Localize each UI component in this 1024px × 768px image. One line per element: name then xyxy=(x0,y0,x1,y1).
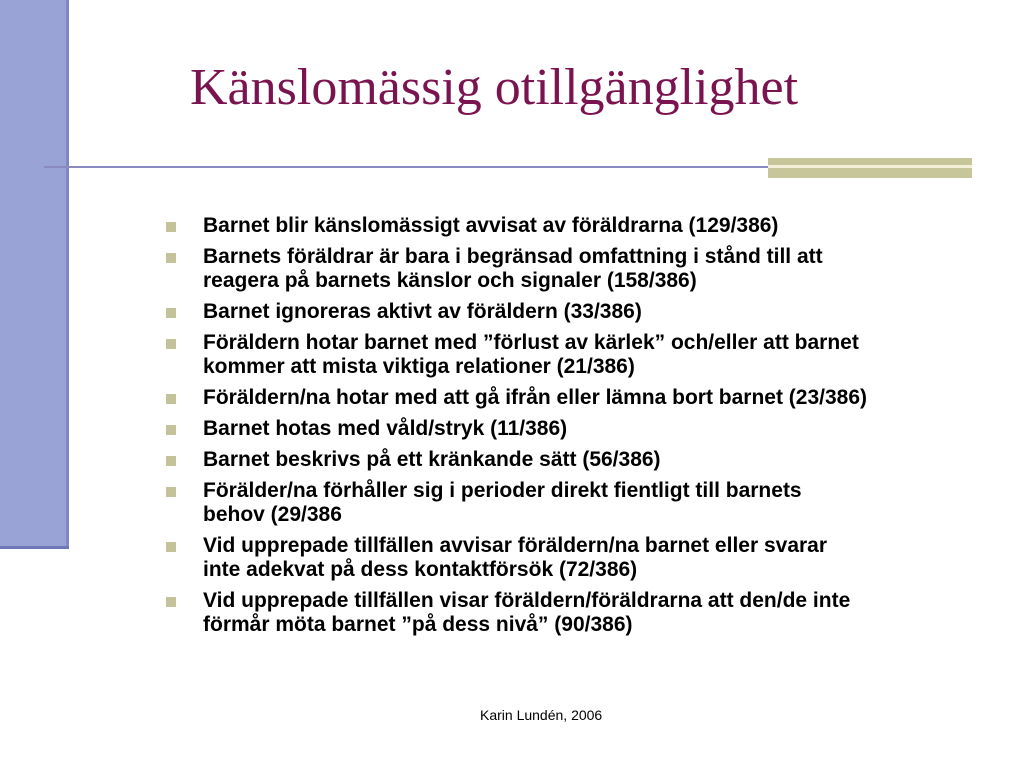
square-bullet-icon xyxy=(166,339,176,349)
bullet-item xyxy=(166,479,1016,527)
bullet-item xyxy=(166,245,1016,293)
bullet-item xyxy=(166,589,1016,637)
bullet-item xyxy=(166,214,1016,238)
bullet-text-line: Barnet hotas med våld/stryk (11/386) xyxy=(203,417,568,440)
bullet-text-line: kommer att mista viktiga relationer (21/386) xyxy=(203,355,635,378)
bullet-text-line: Barnet ignoreras aktivt av föräldern (33/386) xyxy=(203,300,642,323)
bullet-text-line: Barnet blir känslomässigt avvisat av föräldrarna (129/386) xyxy=(203,214,779,237)
bullet-list xyxy=(166,214,1016,644)
square-bullet-icon xyxy=(166,253,176,263)
bullet-text-line: Förälder/na förhåller sig i perioder direkt fientligt till barnets xyxy=(203,479,802,502)
bullet-text-line: Föräldern hotar barnet med ”förlust av kärlek” och/eller att barnet xyxy=(203,331,859,354)
left-decor-band-bottom xyxy=(0,546,69,549)
square-bullet-icon xyxy=(166,542,176,552)
bullet-text-line: förmår möta barnet ”på dess nivå” (90/386) xyxy=(203,613,633,636)
square-bullet-icon xyxy=(166,394,176,404)
square-bullet-icon xyxy=(166,487,176,497)
bullet-item xyxy=(166,417,1016,441)
square-bullet-icon xyxy=(166,308,176,318)
title-divider xyxy=(44,166,770,168)
bullet-item xyxy=(166,331,1016,379)
bullet-text-line: Barnets föräldrar är bara i begränsad omfattning i stånd till att xyxy=(203,245,823,268)
bullet-text-line: inte adekvat på dess kontaktförsök (72/386) xyxy=(203,558,638,581)
slide-title: Känslomässig otillgänglighet xyxy=(190,59,799,116)
title-accent-stripe xyxy=(768,165,972,168)
bullet-item xyxy=(166,448,1016,472)
square-bullet-icon xyxy=(166,425,176,435)
square-bullet-icon xyxy=(166,597,176,607)
bullet-item xyxy=(166,534,1016,582)
bullet-item xyxy=(166,300,1016,324)
bullet-text-line: Föräldern/na hotar med att gå ifrån eller lämna bort barnet (23/386) xyxy=(203,386,868,409)
bullet-text-line: behov (29/386 xyxy=(203,503,342,526)
bullet-text-line: Vid upprepade tillfällen visar föräldern/föräldrarna att den/de inte xyxy=(203,589,851,612)
bullet-text-line: reagera på barnets känslor och signaler (158/386) xyxy=(203,269,697,292)
left-decor-band xyxy=(0,0,66,546)
title-accent-bar xyxy=(768,158,972,178)
bullet-text-line: Vid upprepade tillfällen avvisar föräldern/na barnet eller svarar xyxy=(203,534,828,557)
bullet-text-line: Barnet beskrivs på ett kränkande sätt (56/386) xyxy=(203,448,661,471)
slide-footer: Karin Lundén, 2006 xyxy=(480,707,603,723)
left-decor-band-edge xyxy=(66,0,69,549)
square-bullet-icon xyxy=(166,456,176,466)
bullet-item xyxy=(166,386,1016,410)
square-bullet-icon xyxy=(166,222,176,232)
